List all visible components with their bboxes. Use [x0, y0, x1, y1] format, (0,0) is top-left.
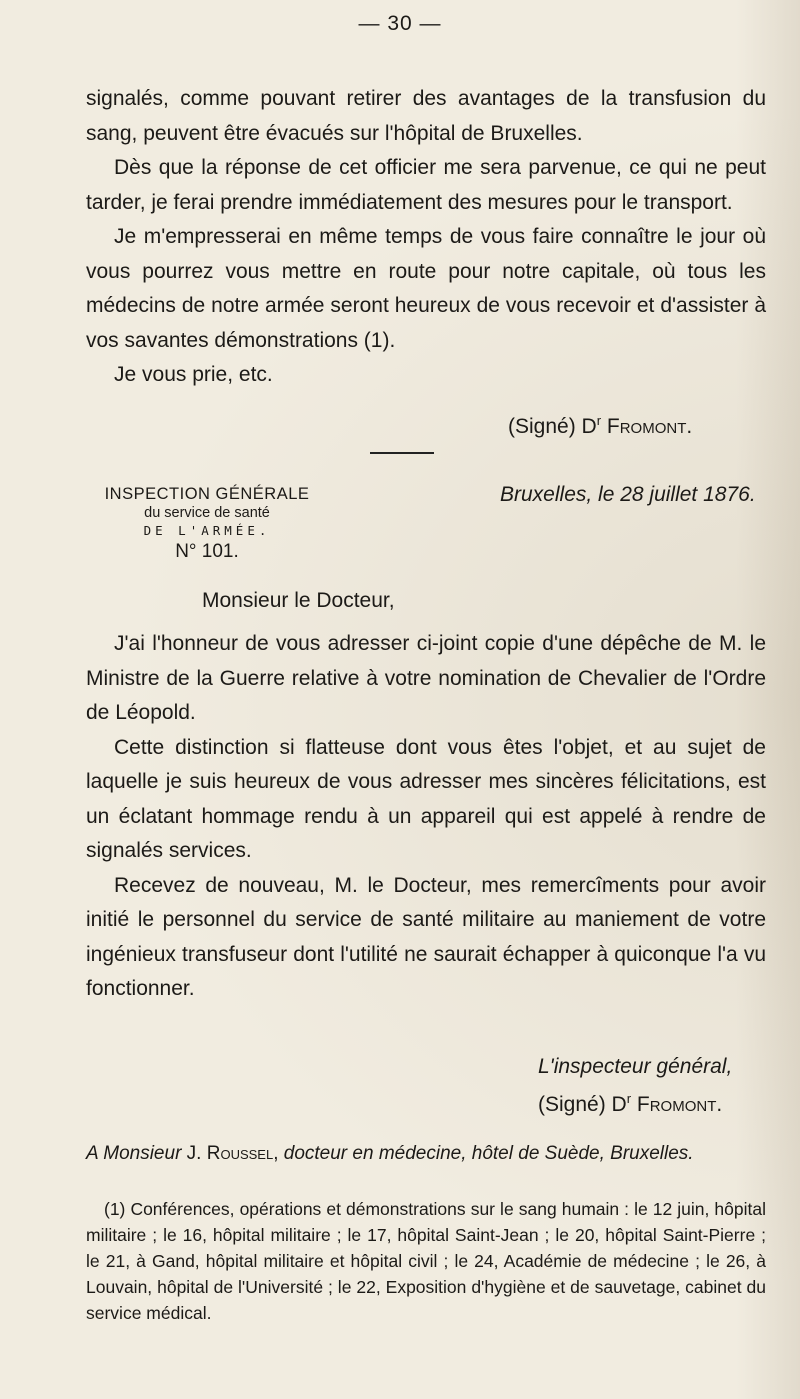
address-rest: docteur en médecine, hôtel de Suède, Bruxelles. [283, 1143, 694, 1164]
letterhead-line-2: du service de santé [144, 505, 270, 521]
paragraph: Cette distinction si flatteuse dont vous êtes l'objet, et au sujet de laquelle je suis heureux de vous adresser mes sincères félicitations, est un éclatant hommage rendu à un appareil qui est appelé à rendre de signalés services. [86, 735, 766, 862]
place-date: Bruxelles, le 28 juillet 1876. [500, 483, 756, 506]
paragraph: J'ai l'honneur de vous adresser ci-joint copie d'une dépêche de M. le Ministre de la Guerre relative à votre nomination de Chevalier de l'Ordre de Léopold. [86, 632, 766, 724]
footnote [86, 1196, 766, 1326]
closing-formula: Je vous prie, etc. [114, 363, 273, 386]
signatory-name: Fromont. [636, 1093, 723, 1116]
opening-text [86, 82, 766, 393]
doctor-abbrev: r [596, 413, 602, 428]
signed-label: (Signé) D [508, 415, 597, 438]
letter-body [86, 627, 766, 1007]
paragraph: signalés, comme pouvant retirer des avantages de la transfusion du sang, peuvent être évacués sur l'hôpital de Bruxelles. [86, 87, 766, 145]
footnote-text: (1) Conférences, opérations et démonstrations sur le sang humain : le 12 juin, hôpital militaire ; le 16, hôpital militaire ; le 17, hôpital Saint-Jean ; le 20, hôpital Saint-Pierre ; le 21, à Gand, hôpital militaire et hôpital civil ; le 24, Académie de médecine ; le 26, à Louvain, hôpital de l'Université ; le 22, Exposition d'hygiène et de sauvetage, cabinet du service médical. [86, 1199, 766, 1323]
signature-title: L'inspecteur général, [538, 1055, 733, 1078]
signature-fromont-1 [508, 413, 692, 439]
signature-fromont-2 [538, 1091, 722, 1117]
letterhead [87, 484, 327, 565]
letterhead-line-1: INSPECTION GÉNÉRALE [104, 485, 310, 503]
letterhead-line-3: DE L'ARMÉE. [143, 523, 271, 538]
section-divider [370, 452, 434, 454]
address-prefix: A Monsieur [86, 1143, 182, 1164]
page-number: — 30 — [358, 12, 442, 35]
doctor-abbrev: r [626, 1091, 632, 1106]
letter-number: N° 101. [175, 541, 239, 562]
paragraph: Recevez de nouveau, M. le Docteur, mes remercîments pour avoir initié le personnel du service de santé militaire au maniement de votre ingénieux transfuseur dont l'utilité ne saurait échapper à quiconque l'a vu fonctionner. [86, 873, 766, 1000]
paragraph: Je m'empresserai en même temps de vous faire connaître le jour où vous pourrez vous mettre en route pour notre capitale, où tous les médecins de notre armée seront heureux de vous recevoir et d'assister à vos savantes démonstrations (1). [86, 225, 766, 352]
signed-label: (Signé) D [538, 1093, 627, 1116]
signatory-name: Fromont. [606, 415, 693, 438]
paragraph: Dès que la réponse de cet officier me sera parvenue, ce qui ne peut tarder, je ferai prendre immédiatement des mesures pour le transport. [86, 156, 766, 214]
salutation: Monsieur le Docteur, [202, 589, 395, 612]
recipient-name: J. Roussel, [186, 1143, 279, 1164]
recipient-address [86, 1143, 766, 1165]
